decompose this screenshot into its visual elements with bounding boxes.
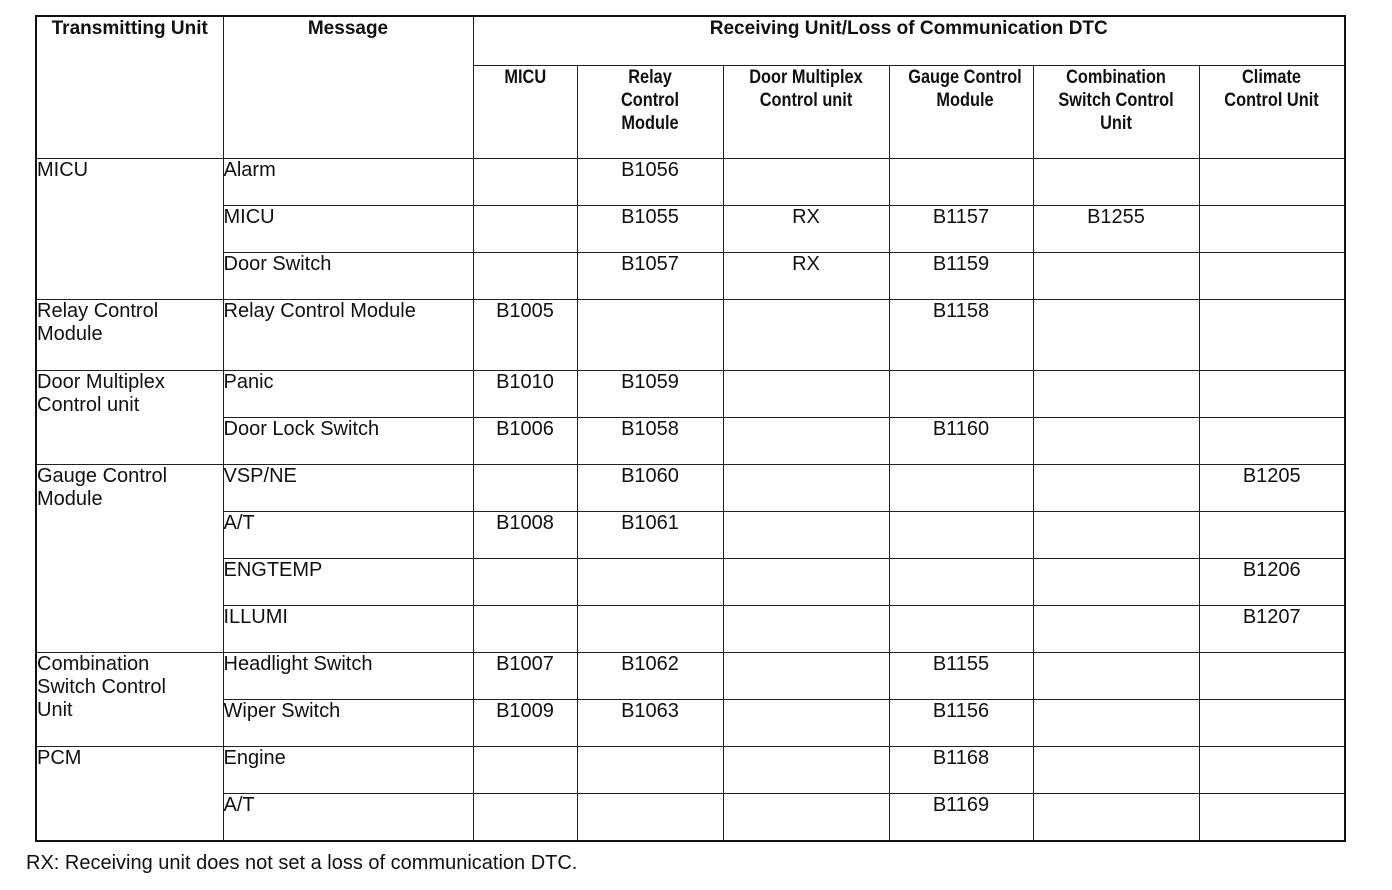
dtc-cell: B1005: [473, 300, 577, 371]
table-row: [36, 300, 1345, 371]
dtc-cell: B1156: [889, 700, 1033, 747]
message-cell: MICU: [223, 206, 473, 253]
dtc-cell: RX: [723, 206, 889, 253]
dtc-cell: [1199, 253, 1345, 300]
dtc-cell: B1058: [577, 418, 723, 465]
header-col-door: Door Multiplex Control unit: [723, 66, 889, 159]
dtc-cell: [1199, 206, 1345, 253]
table-row: [36, 159, 1345, 206]
dtc-cell: B1158: [889, 300, 1033, 371]
dtc-cell: [1033, 159, 1199, 206]
message-cell: Door Lock Switch: [223, 418, 473, 465]
dtc-cell: [723, 794, 889, 842]
dtc-cell: B1160: [889, 418, 1033, 465]
dtc-cell: B1207: [1199, 606, 1345, 653]
dtc-cell: [723, 559, 889, 606]
dtc-cell: [577, 794, 723, 842]
message-cell: Alarm: [223, 159, 473, 206]
dtc-cell: B1060: [577, 465, 723, 512]
table-row: [36, 206, 1345, 253]
message-cell: A/T: [223, 512, 473, 559]
dtc-cell: B1255: [1033, 206, 1199, 253]
dtc-cell: [1033, 465, 1199, 512]
message-cell: Panic: [223, 371, 473, 418]
message-cell: A/T: [223, 794, 473, 842]
transmitting-unit-cell: PCM: [36, 747, 223, 842]
footnote: RX: Receiving unit does not set a loss of communication DTC.: [26, 852, 578, 874]
dtc-cell: [1033, 512, 1199, 559]
dtc-cell: [473, 159, 577, 206]
dtc-cell: [723, 465, 889, 512]
dtc-cell: [1033, 653, 1199, 700]
dtc-cell: B1062: [577, 653, 723, 700]
message-cell: Engine: [223, 747, 473, 794]
table-row: [36, 794, 1345, 842]
header-col-relay: Relay Control Module: [577, 66, 723, 159]
dtc-cell: [1033, 300, 1199, 371]
dtc-cell: B1009: [473, 700, 577, 747]
dtc-cell: [889, 465, 1033, 512]
dtc-cell: B1205: [1199, 465, 1345, 512]
dtc-cell: [1033, 794, 1199, 842]
transmitting-unit-cell: MICU: [36, 159, 223, 300]
dtc-cell: [473, 253, 577, 300]
message-cell: Headlight Switch: [223, 653, 473, 700]
header-col-gauge: Gauge Control Module: [889, 66, 1033, 159]
dtc-cell: [723, 653, 889, 700]
dtc-cell: [473, 206, 577, 253]
header-receiving-unit: Receiving Unit/Loss of Communication DTC: [473, 16, 1345, 66]
dtc-cell: [723, 512, 889, 559]
dtc-cell: [1033, 606, 1199, 653]
dtc-cell: [723, 371, 889, 418]
header-col-micu: MICU: [473, 66, 577, 159]
dtc-cell: B1057: [577, 253, 723, 300]
dtc-cell: [577, 300, 723, 371]
dtc-cell: [473, 747, 577, 794]
table-row: [36, 465, 1345, 512]
dtc-cell: [1199, 794, 1345, 842]
dtc-cell: [577, 559, 723, 606]
dtc-cell: [1199, 747, 1345, 794]
dtc-cell: B1168: [889, 747, 1033, 794]
header-message: Message: [223, 16, 473, 159]
dtc-cell: B1206: [1199, 559, 1345, 606]
message-cell: Relay Control Module: [223, 300, 473, 371]
header-transmitting-unit: Transmitting Unit: [36, 16, 223, 159]
table-row: [36, 253, 1345, 300]
transmitting-unit-cell: Door Multiplex Control unit: [36, 371, 223, 465]
dtc-cell: [889, 512, 1033, 559]
dtc-cell: [473, 606, 577, 653]
dtc-cell: [1033, 418, 1199, 465]
dtc-cell: B1056: [577, 159, 723, 206]
transmitting-unit-cell: Relay Control Module: [36, 300, 223, 371]
message-cell: ILLUMI: [223, 606, 473, 653]
dtc-cell: [889, 159, 1033, 206]
header-col-climate: Climate Control Unit: [1199, 66, 1345, 159]
dtc-cell: [1033, 559, 1199, 606]
dtc-cell: [1199, 418, 1345, 465]
dtc-cell: B1169: [889, 794, 1033, 842]
dtc-cell: [1199, 700, 1345, 747]
dtc-cell: B1061: [577, 512, 723, 559]
dtc-cell: [473, 465, 577, 512]
table-row: [36, 418, 1345, 465]
dtc-cell: [1199, 371, 1345, 418]
dtc-cell: B1006: [473, 418, 577, 465]
dtc-cell: [723, 747, 889, 794]
dtc-cell: [889, 559, 1033, 606]
header-col-combination: Combination Switch Control Unit: [1033, 66, 1199, 159]
dtc-cell: B1157: [889, 206, 1033, 253]
dtc-cell: [577, 606, 723, 653]
table-row: [36, 559, 1345, 606]
dtc-cell: B1007: [473, 653, 577, 700]
dtc-cell: B1155: [889, 653, 1033, 700]
dtc-cell: [723, 606, 889, 653]
dtc-cell: [723, 300, 889, 371]
table-row: [36, 747, 1345, 794]
dtc-cell: B1063: [577, 700, 723, 747]
dtc-cell: [1199, 653, 1345, 700]
message-cell: Door Switch: [223, 253, 473, 300]
message-cell: VSP/NE: [223, 465, 473, 512]
dtc-cell: [1199, 512, 1345, 559]
dtc-cell: [473, 559, 577, 606]
dtc-cell: B1010: [473, 371, 577, 418]
table-row: [36, 371, 1345, 418]
dtc-cell: [1199, 159, 1345, 206]
dtc-table: [35, 15, 1346, 842]
dtc-cell: [723, 418, 889, 465]
dtc-cell: B1059: [577, 371, 723, 418]
table-row: [36, 700, 1345, 747]
table-row: [36, 653, 1345, 700]
dtc-cell: [1033, 747, 1199, 794]
dtc-cell: B1159: [889, 253, 1033, 300]
dtc-cell: [1199, 300, 1345, 371]
message-cell: Wiper Switch: [223, 700, 473, 747]
dtc-cell: [723, 700, 889, 747]
table-row: [36, 512, 1345, 559]
message-cell: ENGTEMP: [223, 559, 473, 606]
dtc-cell: [889, 371, 1033, 418]
transmitting-unit-cell: Combination Switch Control Unit: [36, 653, 223, 747]
transmitting-unit-cell: Gauge Control Module: [36, 465, 223, 653]
dtc-cell: [577, 747, 723, 794]
dtc-cell: [473, 794, 577, 842]
dtc-cell: [1033, 371, 1199, 418]
dtc-cell: B1008: [473, 512, 577, 559]
dtc-cell: [1033, 253, 1199, 300]
dtc-cell: RX: [723, 253, 889, 300]
dtc-cell: [723, 159, 889, 206]
table-row: [36, 606, 1345, 653]
dtc-cell: [889, 606, 1033, 653]
dtc-cell: [1033, 700, 1199, 747]
dtc-cell: B1055: [577, 206, 723, 253]
